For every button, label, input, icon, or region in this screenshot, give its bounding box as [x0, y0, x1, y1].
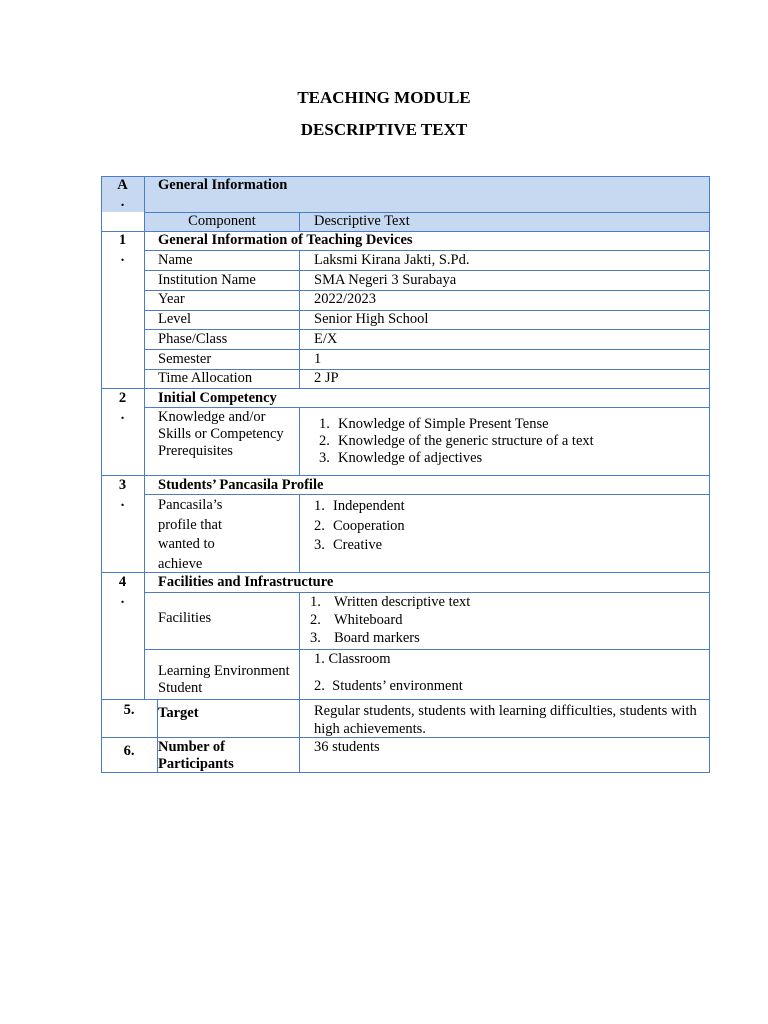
row-name-value: Laksmi Kirana Jakti, S.Pd.	[314, 252, 470, 268]
row-year-component: Year	[158, 291, 185, 307]
list-item: 1. Independent	[314, 498, 405, 514]
section-1-number: 1 .	[118, 232, 127, 265]
list-item: 3. Creative	[314, 537, 383, 553]
section-title: General Information	[158, 177, 288, 193]
section-letter: A .	[117, 177, 128, 210]
section-5-title: Target	[158, 705, 199, 721]
list-item: 2. Knowledge of the generic structure of a text	[319, 433, 594, 449]
section-3-number: 3 .	[118, 477, 127, 510]
section-6-number: 6.	[123, 743, 135, 759]
list-item: 2. Whiteboard	[310, 612, 403, 628]
row-institution-component: Institution Name	[158, 272, 256, 288]
section-2-title: Initial Competency	[158, 390, 277, 406]
header-descriptive-text: Descriptive Text	[314, 213, 410, 229]
row-time-value: 2 JP	[314, 370, 339, 386]
section-6-title: Number of Participants	[158, 739, 234, 772]
row-time-component: Time Allocation	[158, 370, 253, 386]
learning-environment-label: Learning Environment Student	[158, 663, 290, 696]
section-2-number: 2 .	[118, 390, 127, 423]
row-semester-value: 1	[314, 351, 322, 367]
section-4-title: Facilities and Infrastructure	[158, 574, 334, 590]
learning-item-1: 1. Classroom	[314, 651, 391, 667]
row-level-component: Level	[158, 311, 192, 327]
row-year-value: 2022/2023	[314, 291, 377, 307]
target-value: Regular students, students with learning difficulties, students with high achievements.	[314, 703, 697, 737]
row-institution-value: SMA Negeri 3 Surabaya	[314, 272, 457, 288]
section-1-title: General Information of Teaching Devices	[158, 232, 413, 248]
section-3-component: Pancasila’s profile that wanted to achieve	[158, 497, 223, 572]
facilities-list	[310, 593, 700, 647]
section-5-number: 5.	[123, 702, 135, 718]
row-semester-component: Semester	[158, 351, 212, 367]
learning-item-2: 2. Students’ environment	[314, 678, 463, 694]
module-subtitle: DESCRIPTIVE TEXT	[300, 120, 468, 139]
section-3-list	[314, 497, 704, 556]
list-item: 1. Knowledge of Simple Present Tense	[319, 416, 549, 432]
list-item: 1. Written descriptive text	[310, 594, 471, 610]
list-item: 3. Board markers	[310, 630, 420, 646]
participants-value: 36 students	[314, 739, 380, 755]
row-phase-value: E/X	[314, 331, 338, 347]
list-item: 3. Knowledge of adjectives	[319, 450, 483, 466]
row-phase-component: Phase/Class	[158, 331, 228, 347]
section-3-title: Students’ Pancasila Profile	[158, 477, 324, 493]
row-level-value: Senior High School	[314, 311, 429, 327]
section-4-number: 4 .	[118, 574, 127, 607]
header-component: Component	[188, 213, 256, 229]
section-2-component: Knowledge and/or Skills or Competency Prerequisites	[158, 409, 284, 459]
module-title: TEACHING MODULE	[297, 88, 471, 107]
section-2-list	[319, 416, 709, 467]
row-name-component: Name	[158, 252, 193, 268]
facilities-label: Facilities	[158, 610, 212, 626]
list-item: 2. Cooperation	[314, 517, 405, 534]
